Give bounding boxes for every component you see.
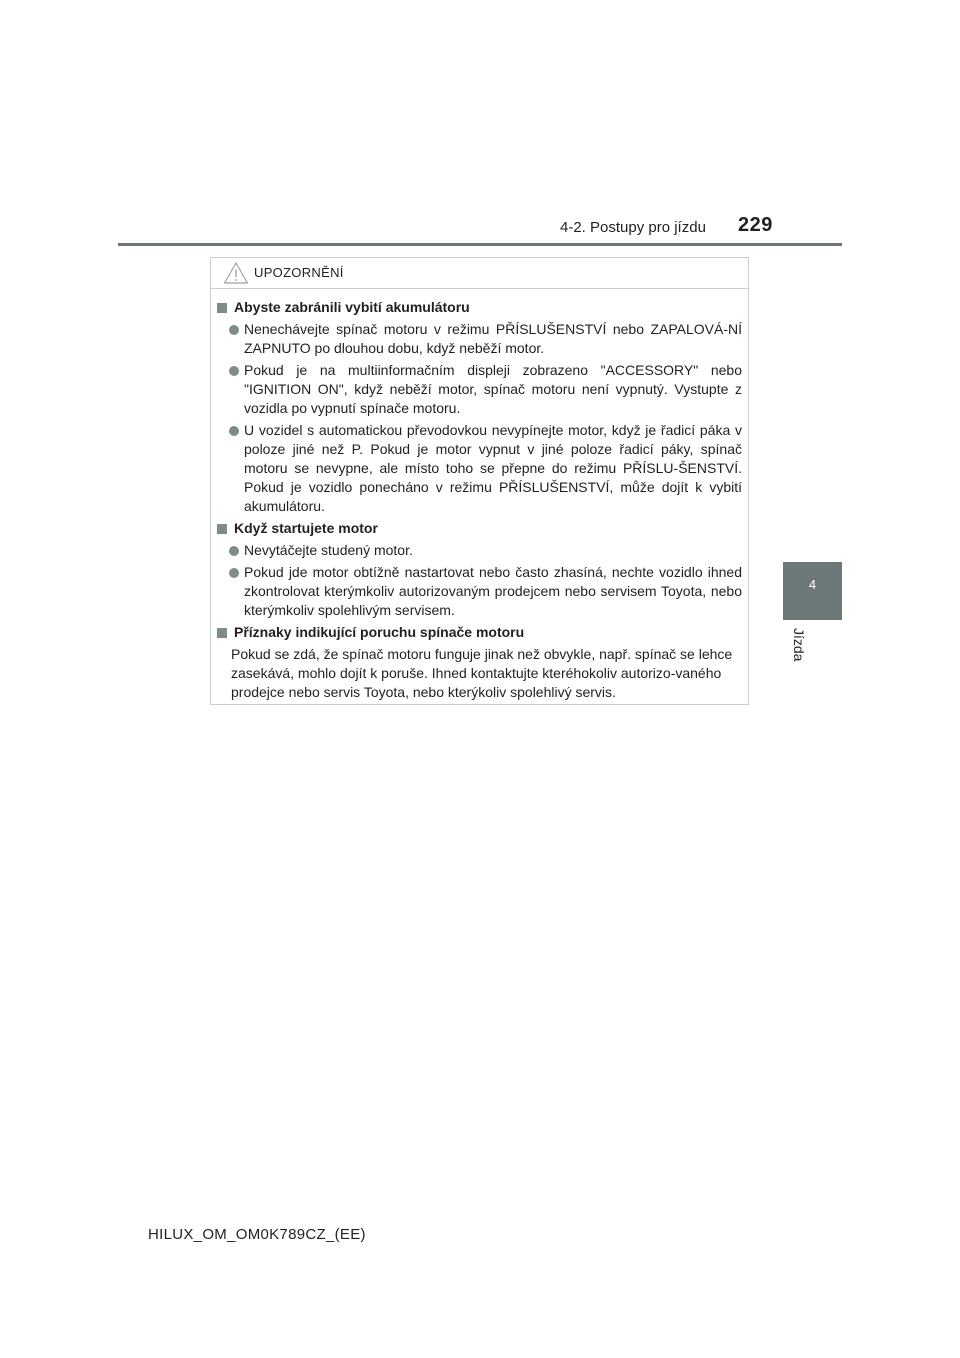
list-item-text: Pokud je na multiinformačním displeji zobrazeno "ACCESSORY" nebo "IGNITION ON", když neběží motor, spínač motoru není vypnutý. Vystupte z vozidla po vypnutí spínače motoru. [244, 362, 742, 416]
circle-bullet-icon [229, 546, 239, 556]
circle-bullet-icon [229, 325, 239, 335]
circle-bullet-icon [229, 426, 239, 436]
section-heading [217, 623, 742, 642]
square-bullet-icon [217, 628, 227, 638]
circle-bullet-icon [229, 568, 239, 578]
list-item-text: Nenechávejte spínač motoru v režimu PŘÍSLUŠENSTVÍ nebo ZAPALOVÁ-NÍ ZAPNUTO po dlouhou dobu, když neběží motor. [244, 321, 742, 356]
chapter-number: 4 [808, 577, 817, 592]
square-bullet-icon [217, 303, 227, 313]
caution-header [211, 258, 748, 289]
section-heading-text: Abyste zabránili vybití akumulátoru [234, 299, 470, 315]
list-item [217, 563, 742, 620]
list-item [217, 320, 742, 358]
section-heading [217, 298, 742, 317]
document-code: HILUX_OM_OM0K789CZ_(EE) [148, 1226, 366, 1243]
section-heading [217, 519, 742, 538]
list-item [217, 541, 742, 560]
caution-title: UPOZORNĚNÍ [254, 265, 344, 280]
chapter-label: Jízda [791, 628, 807, 662]
section-paragraph: Pokud se zdá, že spínač motoru funguje jinak než obvykle, např. spínač se lehce zasekává, mohlo dojít k poruše. Ihned kontaktujte kteréhokoliv autorizo-vaného prodejce nebo servis Toyota, nebo kterýkoliv spolehlivý servis. [231, 646, 733, 700]
caution-box [210, 257, 749, 705]
list-item [217, 421, 742, 516]
section-heading-text: Příznaky indikující poruchu spínače motoru [234, 624, 525, 640]
circle-bullet-icon [229, 366, 239, 376]
header-divider [118, 243, 842, 246]
list-item [217, 361, 742, 418]
list-item-text: U vozidel s automatickou převodovkou nevypínejte motor, když je řadicí páka v poloze jiné než P. Pokud je motor vypnut v jiné poloze řadicí páky, spínač motoru se nevypne, ale místo toho se přepne do režimu PŘÍSLU-ŠENSTVÍ. Pokud je vozidlo ponecháno v režimu PŘÍSLUŠENSTVÍ, může dojít k vybití akumulátoru. [244, 422, 742, 514]
section-heading-text: Když startujete motor [234, 520, 378, 536]
page-number: 229 [738, 214, 773, 236]
warning-triangle-icon [223, 261, 249, 285]
section-title: 4-2. Postupy pro jízdu [560, 219, 706, 236]
square-bullet-icon [217, 524, 227, 534]
caution-body [217, 298, 742, 702]
list-item-text: Nevytáčejte studený motor. [244, 542, 413, 558]
list-item-text: Pokud jde motor obtížně nastartovat nebo často zhasíná, nechte vozidlo ihned zkontrolovat kterýmkoliv autorizovaným prodejcem nebo servisem Toyota, nebo kterýmkoliv spolehlivým servisem. [244, 564, 742, 618]
